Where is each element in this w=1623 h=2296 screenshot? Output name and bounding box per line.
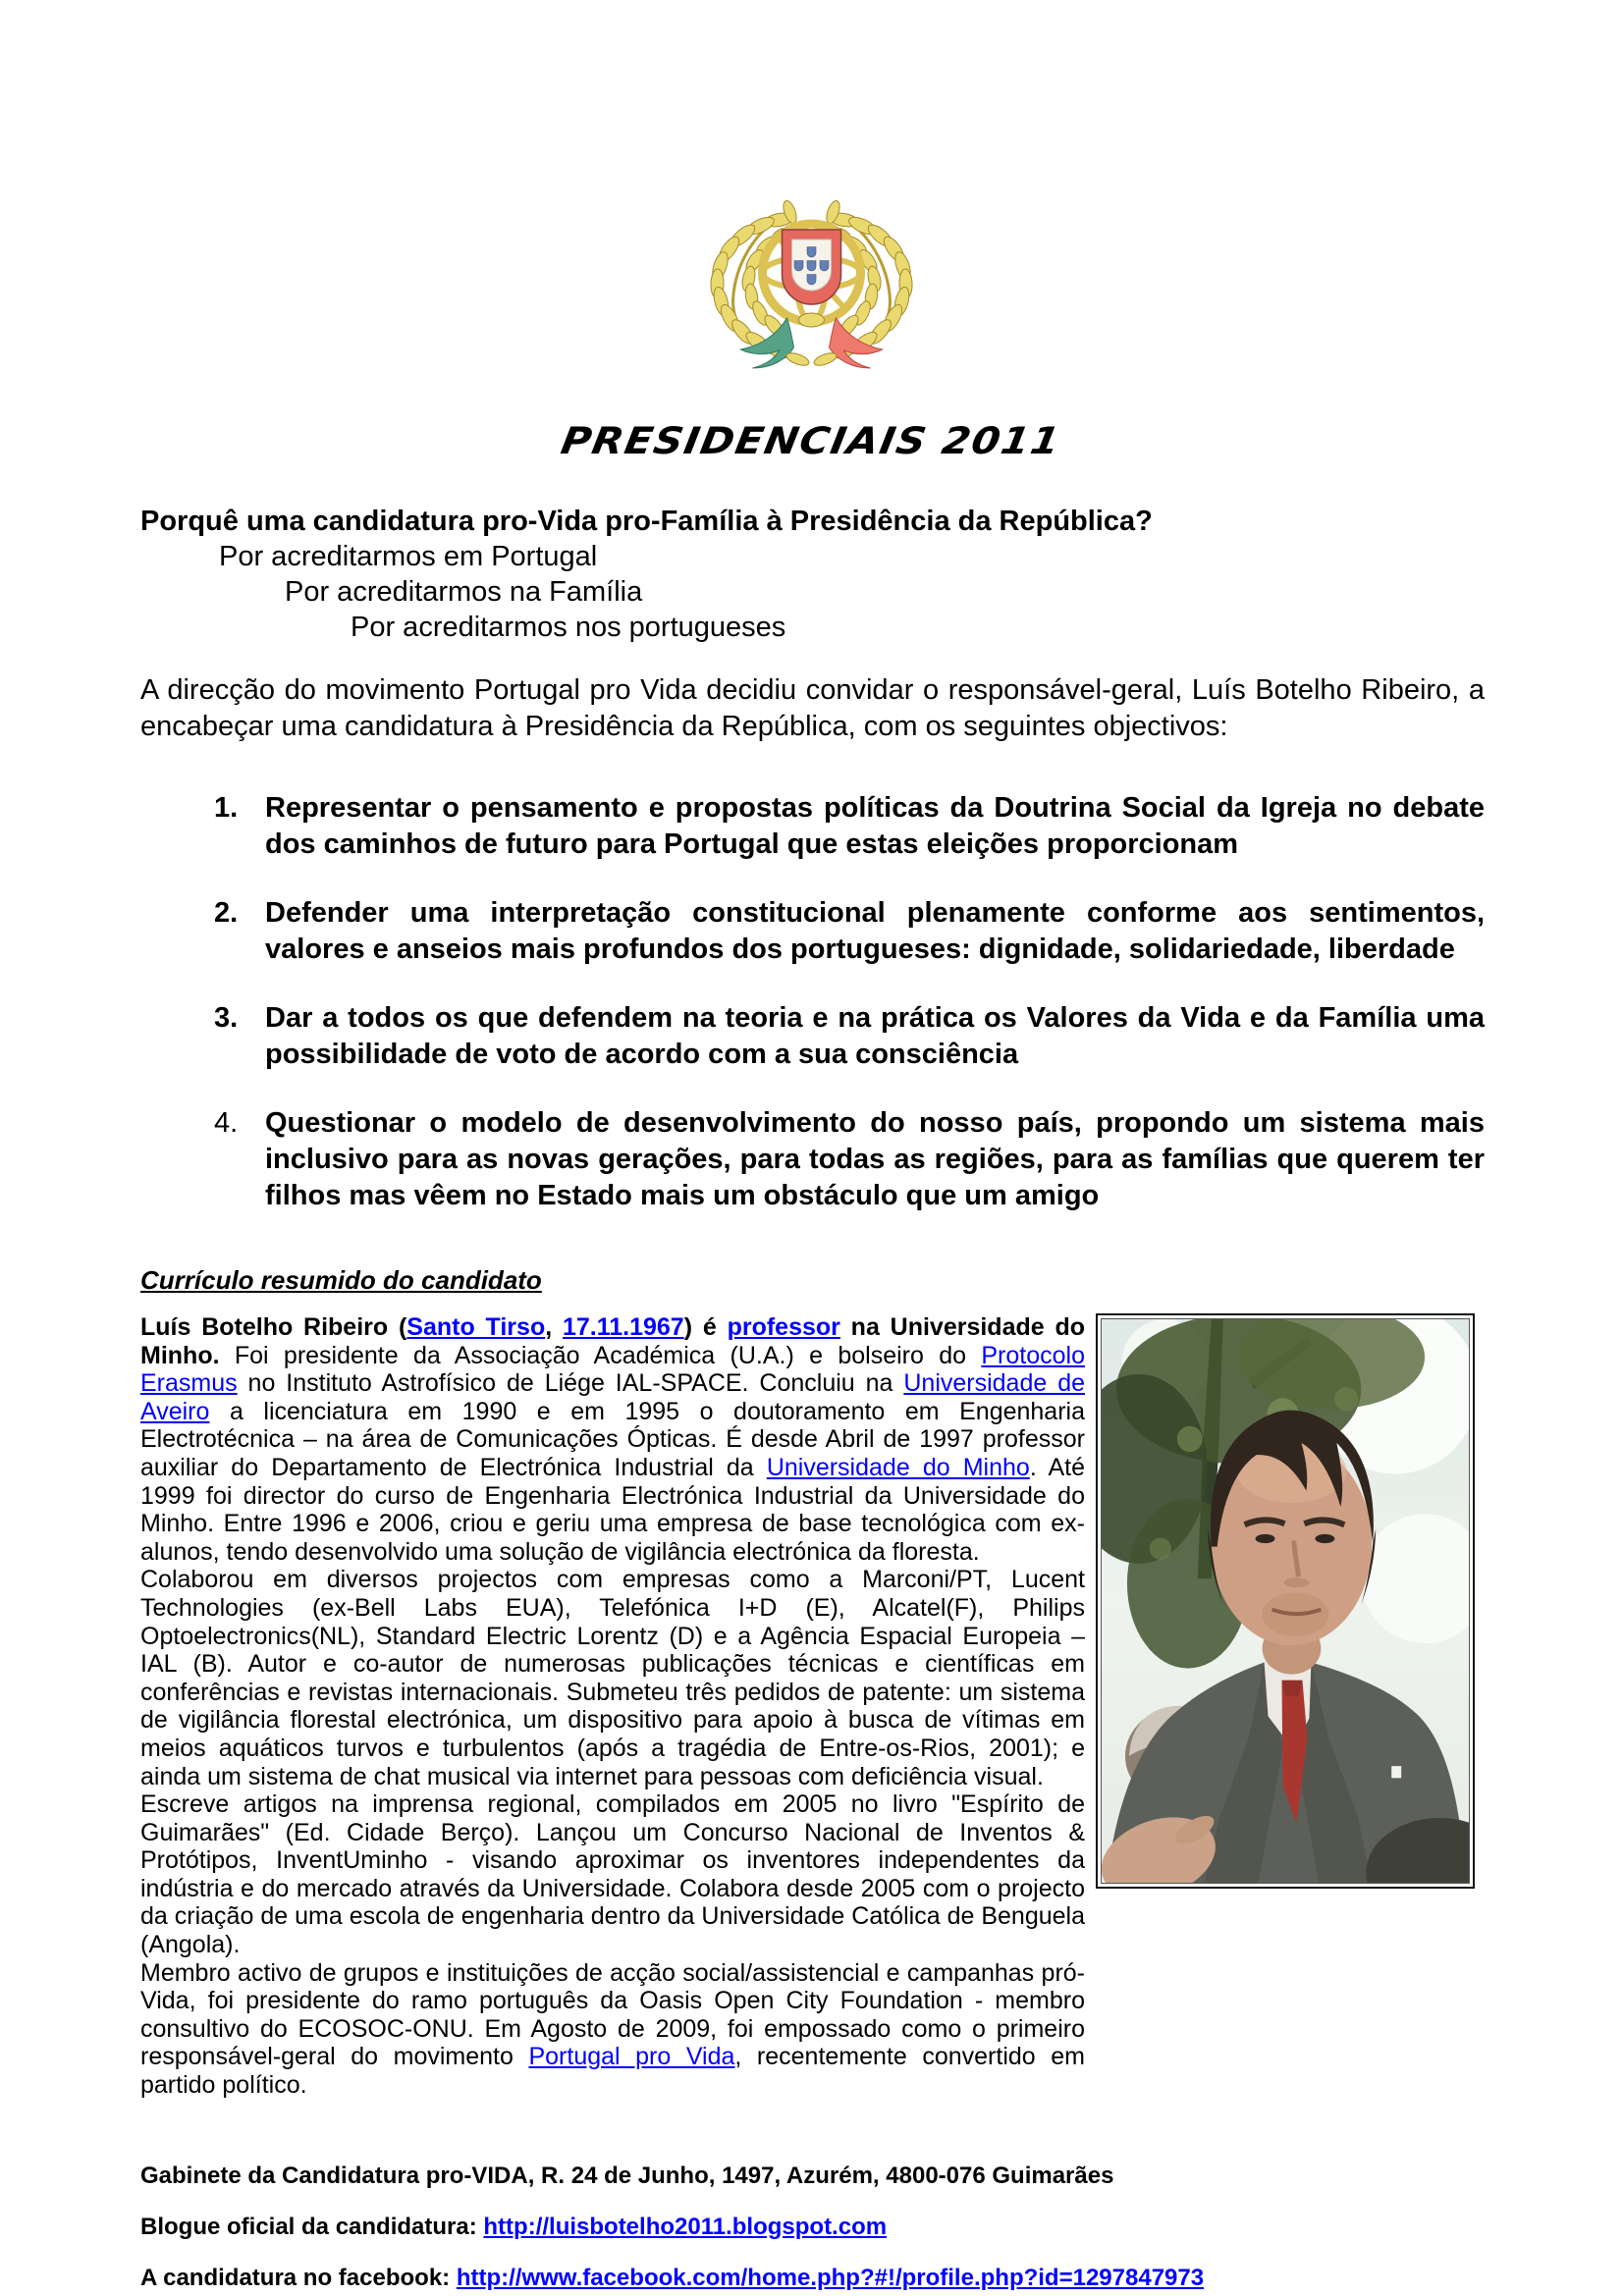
inline-link[interactable]: Universidade de Aveiro: [140, 1369, 1085, 1425]
candidate-photo: [1096, 1313, 1475, 1889]
text-segment: Membro activo de grupos e instituições de acção social/assistencial e campanhas pró-Vida, foi presidente do ramo português da Oasis Open City Foundation - membro consultivo do ECOSOC-ONU. Em Agosto de 2009, foi empossado como o primeiro responsável-geral do movimento: [140, 1958, 1085, 2071]
facebook-line: [140, 2265, 1485, 2292]
text-segment: Escreve artigos na imprensa regional, compilados em 2005 no livro "Espírito de Guimarães" (Ed. Cidade Berço). Lançou um Concurso Nacional de Inventos & Protótipos, InventUminho - visando aproximar os inventores independentes da indústria e do mercado através da Universidade. Colabora desde 2005 com o projecto da criação de uma escola de engenharia dentro da Universidade Católica de Benguela (Angola).: [140, 1790, 1085, 1959]
inline-link[interactable]: Protocolo Erasmus: [140, 1341, 1085, 1398]
text-segment: no Instituto Astrofísico de Liége IAL-SPACE. Concluiu na: [237, 1369, 904, 1398]
candidate-photo-image: [1101, 1318, 1470, 1884]
text-segment: . Até 1999 foi director do curso de Engenharia Electrónica Industrial da Universidade do Minho. Entre 1996 e 2006, criou e geriu uma empresa de base tecnológica com ex-alunos, tendo desenvolvido uma solução de vigilância electrónica da floresta.: [140, 1453, 1085, 1566]
blog-link[interactable]: http://luisbotelho2011.blogspot.com: [483, 2213, 888, 2240]
address-line: Gabinete da Candidatura pro-VIDA, R. 24 de Junho, 1497, Azurém, 4800-076 Guimarães: [140, 2162, 1114, 2189]
objective-item-2: [140, 895, 1485, 968]
objective-number-2: 2.: [214, 897, 239, 929]
belief-line-1: Por acreditarmos em Portugal: [219, 541, 598, 572]
blog-label: Blogue oficial da candidatura:: [140, 2213, 484, 2240]
facebook-label: A candidatura no facebook:: [140, 2264, 457, 2291]
objective-text-1: Representar o pensamento e propostas políticas da Doutrina Social da Igreja no debate dos caminhos de futuro para Portugal que estas eleições proporcionam: [265, 792, 1485, 860]
objective-number-4: 4.: [214, 1107, 239, 1139]
document-footer: [140, 2163, 1485, 2292]
objective-text-3: Dar a todos os que defendem na teoria e na prática os Valores da Vida e da Família uma possibilidade de voto de acordo com a sua consciência: [265, 1002, 1485, 1070]
page-title: [0, 417, 1623, 464]
document-body: [140, 504, 1485, 2292]
text-segment: ) é: [683, 1313, 728, 1341]
main-heading: Porquê uma candidatura pro-Vida pro-Família à Presidência da República?: [140, 506, 1153, 537]
cv-text-column: [140, 1313, 1085, 2100]
objective-text-2: Defender uma interpretação constitucional plenamente conforme aos sentimentos, valores e anseios mais profundos dos portugueses: dignidade, solidariedade, liberdade: [265, 897, 1485, 965]
text-segment: na Universidade do Minho.: [140, 1313, 1086, 1369]
cv-paragraph-1: [140, 1313, 1085, 1566]
text-segment: Luís Botelho Ribeiro (: [140, 1313, 407, 1341]
blog-line: [140, 2214, 1485, 2241]
text-segment: ,: [545, 1313, 563, 1341]
inline-link[interactable]: Universidade do Minho: [766, 1453, 1030, 1481]
document-header: [0, 0, 1623, 374]
inline-link[interactable]: Portugal pro Vida: [528, 2043, 735, 2071]
page-title-text: PRESIDENCIAIS 2011: [558, 418, 1065, 463]
inline-link[interactable]: Santo Tirso: [406, 1313, 546, 1341]
cv-paragraph-4: [140, 1959, 1085, 2100]
objective-number-1: 1.: [214, 792, 239, 824]
belief-line-2: Por acreditarmos na Família: [285, 576, 643, 608]
cv-section-heading: Currículo resumido do candidato: [140, 1265, 542, 1295]
objective-item-4: [140, 1105, 1485, 1214]
text-segment: Colaborou em diversos projectos com empresas como a Marconi/PT, Lucent Technologies (ex-Bell Labs EUA), Telefónica I+D (E), Alcatel(F), Philips Optoelectronics(NL), Standard Electric Lorentz (D) e a Agência Espacial Europeia – IAL (B). Autor e co-autor de numerosas publicações técnicas e científicas em conferências e revistas internacionais. Submeteu três pedidos de patente: um sistema de vigilância florestal electrónica, um dispositivo para apoio à busca de vítimas em meios aquáticos turvos e turbulentos (após a tragédia de Entre-os-Rios, 2001); e ainda um sistema de chat musical via internet para pessoas com deficiência visual.: [140, 1566, 1085, 1790]
portugal-coat-of-arms-logo: [681, 173, 942, 369]
cv-paragraph-3: [140, 1790, 1085, 1959]
facebook-link[interactable]: http://www.facebook.com/home.php?#!/profile.php?id=1297847973: [456, 2264, 1205, 2291]
belief-line-3: Por acreditarmos nos portugueses: [351, 612, 786, 643]
inline-link[interactable]: professor: [727, 1313, 840, 1341]
objective-item-1: [140, 790, 1485, 863]
objective-text-4: Questionar o modelo de desenvolvimento do nosso país, propondo um sistema mais inclusivo para as novas gerações, para todas as regiões, para as famílias que querem ter filhos mas vêem no Estado mais um obstáculo que um amigo: [265, 1107, 1485, 1211]
objective-number-3: 3.: [214, 1002, 239, 1034]
text-segment: , recentemente convertido em partido político.: [140, 2043, 1085, 2100]
objective-item-3: [140, 1000, 1485, 1073]
text-segment: Foi presidente da Associação Académica (U.A.) e bolseiro do: [234, 1341, 982, 1369]
lead-paragraph: A direcção do movimento Portugal pro Vida decidiu convidar o responsável-geral, Luís Botelho Ribeiro, a encabeçar uma candidatura à Presidência da República, com os seguintes objectivos:: [140, 674, 1485, 742]
objectives-list: [140, 790, 1485, 1214]
inline-link[interactable]: 17.11.1967: [562, 1313, 684, 1341]
cv-section: [140, 1313, 1485, 2100]
text-segment: a licenciatura em 1990 e em 1995 o doutoramento em Engenharia Electrotécnica – na área de Comunicações Ópticas. É desde Abril de 1997 professor auxiliar do Departamento de Electrónica Industrial da: [140, 1397, 1085, 1481]
cv-paragraph-2: [140, 1566, 1085, 1790]
